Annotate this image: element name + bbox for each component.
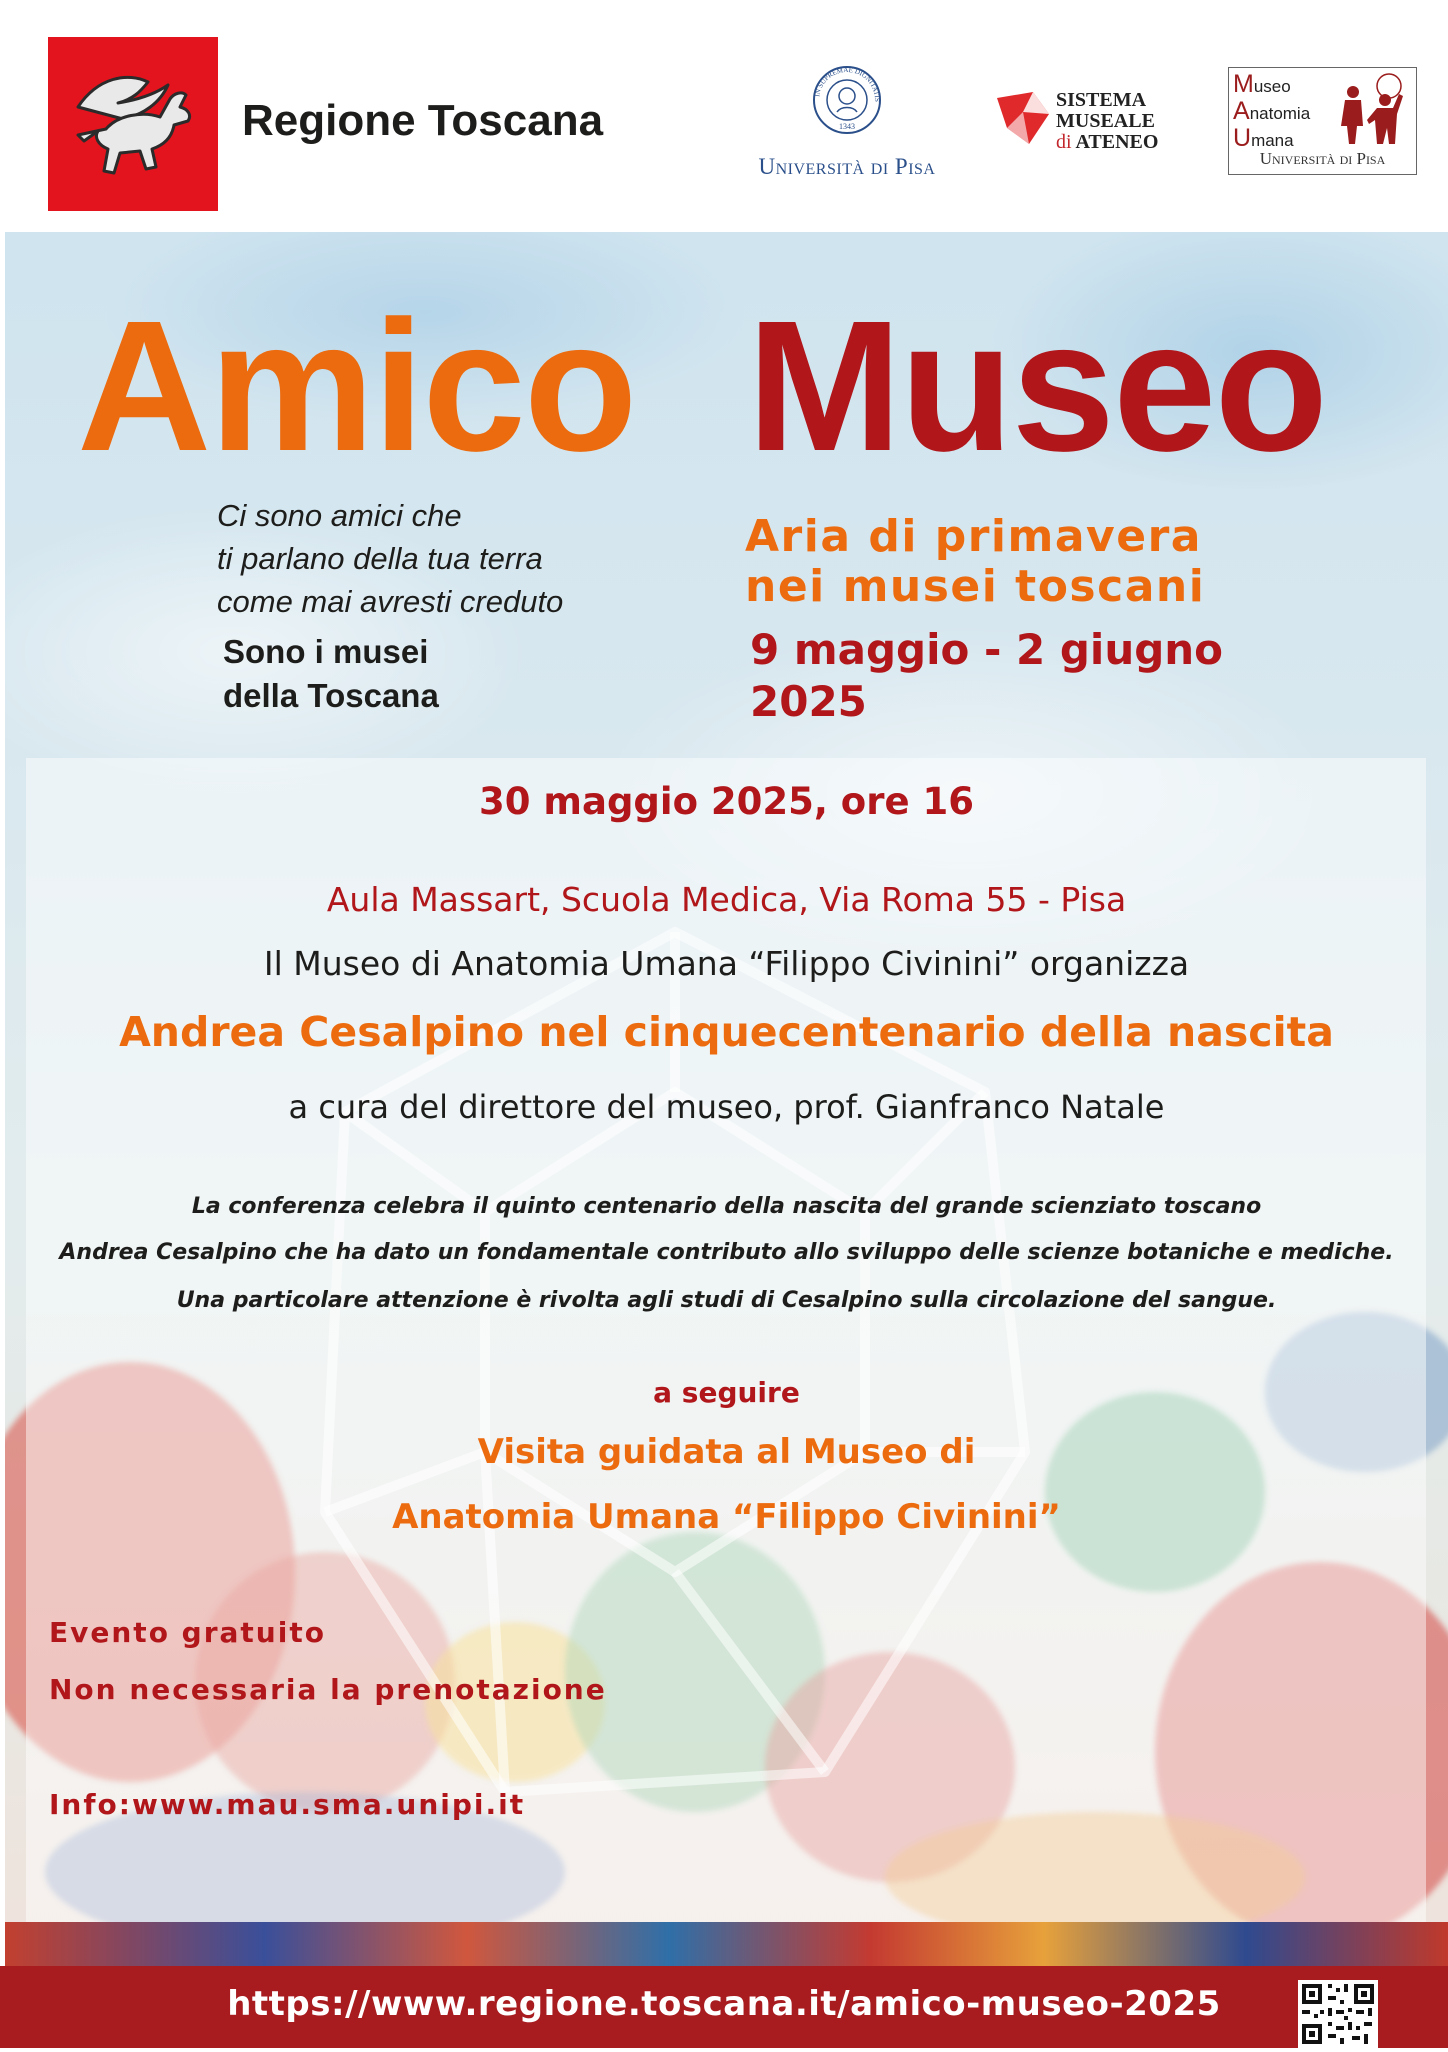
mau-words <box>1233 72 1310 153</box>
sistema-museale-text <box>1056 90 1158 153</box>
guided-visit-line: Visita guidata al Museo di <box>477 1432 976 1472</box>
sma-ateneo: ATENEO <box>1075 131 1159 153</box>
seal-year: 1343 <box>839 122 855 131</box>
mau-logo <box>1228 67 1417 175</box>
mau-university-name: Università di Pisa <box>1259 149 1386 168</box>
universita-di-pisa-logo <box>734 62 960 182</box>
header <box>0 0 1448 232</box>
footer-bar <box>0 1966 1448 2048</box>
talk-curator: a cura del direttore del museo, prof. Gianfranco Natale <box>288 1088 1165 1126</box>
festival-subtitle <box>745 512 1205 612</box>
qr-code-pattern <box>1298 1980 1378 2048</box>
mau-initial-u: U <box>1233 124 1252 152</box>
svg-text:IN SUPREMAE DIGNITATIS <box>813 66 881 102</box>
tagline <box>217 494 563 623</box>
info-link[interactable]: Info:www.mau.sma.unipi.it <box>49 1788 526 1821</box>
event-description-line: Andrea Cesalpino che ha dato un fondamentale contributo allo sviluppo delle scienze botaniche e mediche. <box>59 1240 1394 1265</box>
mau-line-1 <box>1233 72 1310 99</box>
paint-strip <box>5 1922 1448 1966</box>
qr-code-icon[interactable] <box>1298 1980 1378 2048</box>
seal-motto: IN SUPREMAE DIGNITATIS <box>813 65 882 102</box>
sma-line-3 <box>1056 132 1158 153</box>
mau-rest-1: useo <box>1253 77 1291 96</box>
content-panel <box>26 758 1426 1922</box>
title-amico: Amico <box>77 283 636 490</box>
regione-toscana-name: Regione Toscana <box>242 96 604 145</box>
no-booking: Non necessaria la prenotazione <box>49 1673 607 1706</box>
event-venue: Aula Massart, Scuola Medica, Via Roma 55 - Pisa <box>326 880 1127 919</box>
mau-initial-m: M <box>1233 70 1254 98</box>
event-description-line: La conferenza celebra il quinto centenario della nascita del grande scienziato toscano <box>191 1194 1262 1219</box>
festival-subtitle-line: Aria di primavera <box>745 511 1202 562</box>
festival-dates-line: 2025 <box>750 677 867 726</box>
tagline-line: Ci sono amici che <box>217 498 462 533</box>
winged-horse-icon <box>48 37 218 211</box>
sma-di: di <box>1056 131 1072 153</box>
mau-line-2 <box>1233 99 1310 126</box>
festival-dates <box>750 624 1223 728</box>
footer-url-link[interactable]: https://www.regione.toscana.it/amico-museo-2025 <box>227 1984 1221 2024</box>
sma-line-2: MUSEALE <box>1056 110 1155 132</box>
event-date-time: 30 maggio 2025, ore 16 <box>479 780 974 823</box>
mau-rest-3: mana <box>1251 131 1294 150</box>
guided-visit-line: Anatomia Umana “Filippo Civinini” <box>392 1497 1061 1537</box>
mau-initial-a: A <box>1233 97 1250 125</box>
anatomy-figures-icon <box>1333 70 1413 146</box>
sono-i-musei <box>223 630 439 718</box>
sono-line: Sono i musei <box>223 633 429 670</box>
title-museo: Museo <box>747 283 1327 490</box>
museum-system-icon <box>993 88 1053 148</box>
follow-label: a seguire <box>653 1376 800 1409</box>
poster-artwork <box>5 232 1448 1966</box>
sistema-museale-logo <box>993 86 1193 156</box>
festival-dates-line: 9 maggio - 2 giugno <box>750 625 1224 674</box>
free-event: Evento gratuito <box>49 1616 326 1649</box>
regione-toscana-logo <box>48 37 218 211</box>
sono-line: della Toscana <box>223 677 439 714</box>
event-organizer: Il Museo di Anatomia Umana “Filippo Civinini” organizza <box>263 944 1190 983</box>
festival-subtitle-line: nei musei toscani <box>745 561 1206 612</box>
universita-di-pisa-name: Università di Pisa <box>758 154 936 179</box>
event-description-line: Una particolare attenzione è rivolta agli studi di Cesalpino sulla circolazione del sangue. <box>176 1288 1277 1313</box>
mau-rest-2: natomia <box>1249 104 1311 123</box>
tagline-line: come mai avresti creduto <box>217 584 564 619</box>
university-seal-icon <box>811 62 883 148</box>
sma-line-1: SISTEMA <box>1056 89 1147 111</box>
talk-title: Andrea Cesalpino nel cinquecentenario della nascita <box>119 1008 1334 1056</box>
tagline-line: ti parlano della tua terra <box>217 541 543 576</box>
